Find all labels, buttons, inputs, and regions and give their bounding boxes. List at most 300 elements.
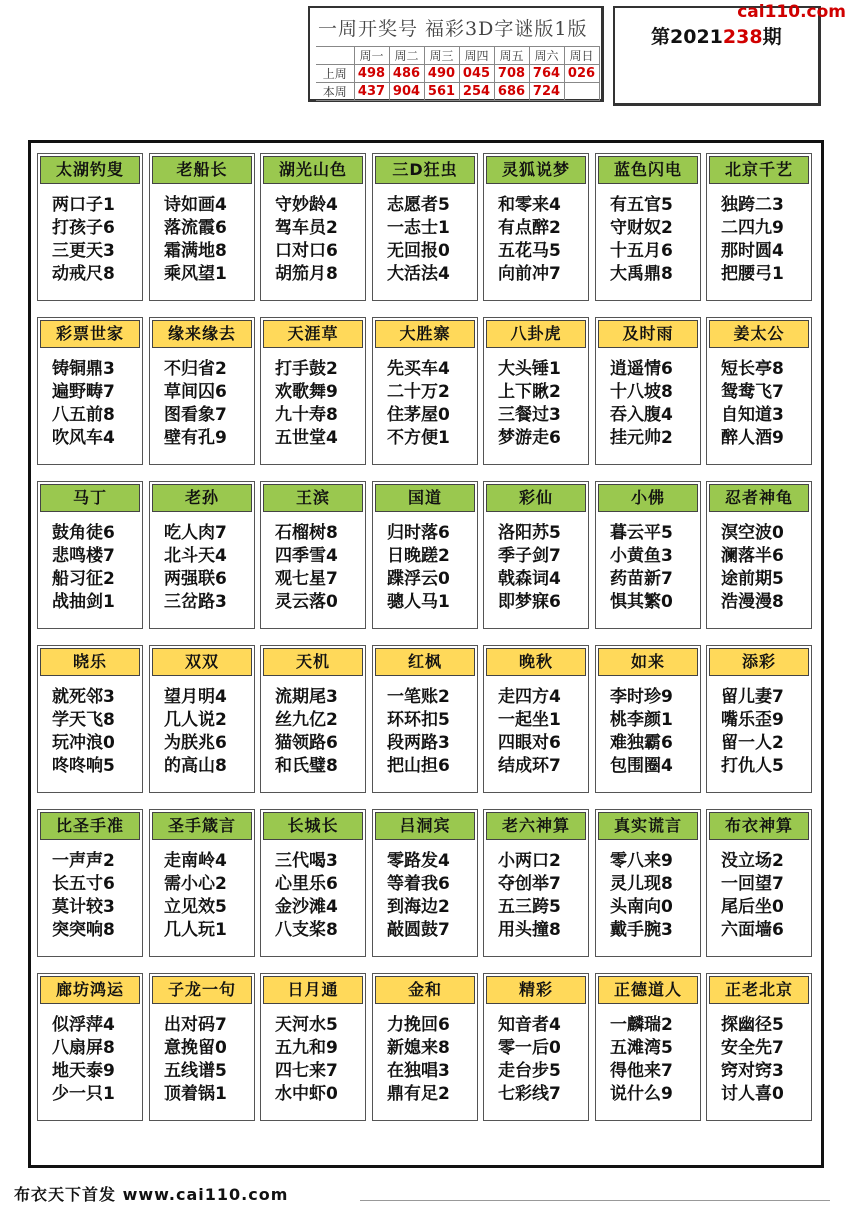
card-riddle-lines [498,850,561,942]
weekday-header: 周五 [494,47,529,65]
card-author-title: 蓝色闪电 [598,156,698,184]
riddle-line: 几人说2 [164,710,227,730]
riddle-line: 灵云落0 [275,592,338,612]
draw-number: 254 [459,83,494,101]
riddle-card [372,809,478,957]
card-riddle-lines [275,1014,338,1106]
riddle-line: 两口子1 [52,195,115,215]
riddle-line: 一麟瑞2 [610,1015,673,1035]
riddle-line: 吃人肉7 [164,523,227,543]
card-riddle-lines [610,850,673,942]
card-riddle-lines [498,358,561,450]
card-author-title: 国道 [375,484,475,512]
riddle-line: 落流霞6 [164,218,227,238]
weekday-header: 周二 [389,47,424,65]
riddle-line: 说什么9 [610,1084,673,1104]
riddle-card [706,481,812,629]
card-author-title: 太湖钓叟 [40,156,140,184]
card-riddle-lines [721,1014,784,1106]
riddle-card [483,645,589,793]
riddle-line: 为朕兆6 [164,733,227,753]
card-author-title: 布衣神算 [709,812,809,840]
riddle-line: 出对码7 [164,1015,227,1035]
riddle-line: 二四九9 [721,218,784,238]
weekday-header: 周一 [354,47,389,65]
riddle-line: 不归省2 [164,359,227,379]
riddle-line: 四七来7 [275,1061,338,1081]
card-author-title: 金和 [375,976,475,1004]
draw-number: 764 [529,65,564,83]
card-author-title: 精彩 [486,976,586,1004]
issue-highlight: 238 [722,26,763,48]
riddle-line: 猫领路6 [275,733,338,753]
riddle-line: 鼎有足2 [387,1084,450,1104]
card-author-title: 老船长 [152,156,252,184]
card-author-title: 老六神算 [486,812,586,840]
card-riddle-lines [610,194,673,286]
riddle-line: 力挽回6 [387,1015,450,1035]
riddle-line: 一笔账2 [387,687,450,707]
riddle-line: 有点醉2 [498,218,561,238]
riddle-line: 上下瞅2 [498,382,561,402]
card-author-title: 真实谎言 [598,812,698,840]
weekday-header: 周六 [529,47,564,65]
riddle-card [37,645,143,793]
riddle-card [37,809,143,957]
corner-cell [316,47,354,65]
riddle-line: 有五官5 [610,195,673,215]
riddle-line: 零路发4 [387,851,450,871]
card-author-title: 比圣手准 [40,812,140,840]
riddle-card [37,317,143,465]
riddle-line: 口对口6 [275,241,338,261]
card-riddle-lines [610,1014,673,1106]
weekday-header: 周三 [424,47,459,65]
draw-results-table [316,46,600,101]
card-riddle-lines [387,522,450,614]
riddle-line: 就死邻3 [52,687,115,707]
riddle-line: 意挽留0 [164,1038,227,1058]
card-riddle-lines [275,850,338,942]
riddle-card [260,973,366,1121]
this-week-row [316,83,599,101]
riddle-line: 咚咚响5 [52,756,115,776]
draw-number: 904 [389,83,424,101]
riddle-line: 梦游走6 [498,428,561,448]
card-riddle-lines [164,686,227,778]
riddle-line: 鼓角徒6 [52,523,115,543]
card-riddle-lines [52,522,115,614]
card-author-title: 正德道人 [598,976,698,1004]
draw-number: 486 [389,65,424,83]
card-author-title: 吕洞宾 [375,812,475,840]
riddle-line: 安全先7 [721,1038,784,1058]
card-author-title: 忍者神龟 [709,484,809,512]
riddle-line: 把山担6 [387,756,450,776]
riddle-line: 需小心2 [164,874,227,894]
riddle-line: 等着我6 [387,874,450,894]
riddle-card [149,973,255,1121]
riddle-line: 自知道3 [721,405,784,425]
riddle-line: 金沙滩4 [275,897,338,917]
riddle-line: 五线谱5 [164,1061,227,1081]
riddle-line: 日晚蹉2 [387,546,450,566]
riddle-line: 向前冲7 [498,264,561,284]
riddle-line: 无回报0 [387,241,450,261]
riddle-line: 天河水5 [275,1015,338,1035]
card-author-title: 双双 [152,648,252,676]
riddle-line: 顶着锅1 [164,1084,227,1104]
riddle-line: 二十万2 [387,382,450,402]
riddle-line: 心里乐6 [275,874,338,894]
riddle-line: 小两口2 [498,851,561,871]
riddle-line: 惧其繁0 [610,592,673,612]
card-riddle-lines [275,358,338,450]
riddle-frame [28,140,824,1168]
riddle-line: 在独唱3 [387,1061,450,1081]
card-author-title: 湖光山色 [263,156,363,184]
last-week-row [316,65,599,83]
riddle-line: 新媳来8 [387,1038,450,1058]
card-author-title: 王滨 [263,484,363,512]
card-riddle-lines [164,358,227,450]
card-riddle-lines [164,194,227,286]
riddle-line: 大禹鼎8 [610,264,673,284]
riddle-line: 霜满地8 [164,241,227,261]
riddle-line: 途前期5 [721,569,784,589]
riddle-line: 打仇人5 [721,756,784,776]
riddle-line: 五三跨5 [498,897,561,917]
riddle-line: 驾车员2 [275,218,338,238]
riddle-card [595,481,701,629]
card-author-title: 红枫 [375,648,475,676]
riddle-line: 没立场2 [721,851,784,871]
riddle-line: 尾后坐0 [721,897,784,917]
riddle-card [372,481,478,629]
riddle-line: 和零来4 [498,195,561,215]
riddle-card [595,317,701,465]
riddle-line: 打手鼓2 [275,359,338,379]
riddle-line: 鸳鸯飞7 [721,382,784,402]
riddle-card [595,153,701,301]
riddle-line: 走台步5 [498,1061,561,1081]
card-riddle-lines [387,850,450,942]
riddle-line: 壁有孔9 [164,428,227,448]
draw-number: 708 [494,65,529,83]
card-riddle-lines [164,1014,227,1106]
riddle-line: 挂元帅2 [610,428,673,448]
riddle-line: 八五前8 [52,405,115,425]
riddle-line: 两强联6 [164,569,227,589]
riddle-line: 水中虾0 [275,1084,338,1104]
riddle-line: 五花马5 [498,241,561,261]
riddle-line: 醉人酒9 [721,428,784,448]
riddle-line: 七彩线7 [498,1084,561,1104]
riddle-card [149,317,255,465]
card-riddle-lines [275,194,338,286]
riddle-card [149,645,255,793]
card-author-title: 正老北京 [709,976,809,1004]
riddle-line: 图看象7 [164,405,227,425]
riddle-line: 把腰弓1 [721,264,784,284]
card-riddle-lines [610,686,673,778]
card-riddle-lines [52,850,115,942]
draw-number: 686 [494,83,529,101]
footer-divider [360,1200,830,1201]
card-riddle-lines [498,194,561,286]
riddle-line: 乘风望1 [164,264,227,284]
riddle-card [149,153,255,301]
riddle-line: 灵儿现8 [610,874,673,894]
riddle-line: 少一只1 [52,1084,115,1104]
riddle-line: 不方便1 [387,428,450,448]
riddle-line: 夺创举7 [498,874,561,894]
draw-number: 437 [354,83,389,101]
riddle-line: 结成环7 [498,756,561,776]
card-riddle-lines [164,850,227,942]
riddle-line: 吹风车4 [52,428,115,448]
riddle-line: 独跨二3 [721,195,784,215]
blank-footer-area [37,1121,817,1161]
issue-suffix: 期 [762,26,782,48]
riddle-card [706,153,812,301]
riddle-line: 志愿者5 [387,195,450,215]
card-riddle-lines [164,522,227,614]
riddle-line: 洛阳苏5 [498,523,561,543]
riddle-line: 敲圆鼓7 [387,920,450,940]
riddle-line: 段两路3 [387,733,450,753]
riddle-card [483,973,589,1121]
riddle-line: 立见效5 [164,897,227,917]
footer-credit: 布衣天下首发 www.cai110.com [14,1185,289,1204]
card-author-title: 缘来缘去 [152,320,252,348]
riddle-line: 留儿妻7 [721,687,784,707]
card-riddle-lines [498,1014,561,1106]
riddle-card [595,809,701,957]
card-author-title: 天涯草 [263,320,363,348]
riddle-card [372,153,478,301]
card-riddle-lines [721,522,784,614]
card-author-title: 及时雨 [598,320,698,348]
riddle-line: 五滩湾5 [610,1038,673,1058]
riddle-line: 铸铜鼎3 [52,359,115,379]
riddle-line: 桃李颜1 [610,710,673,730]
riddle-card [483,481,589,629]
card-riddle-lines [498,522,561,614]
draw-number [564,83,599,101]
riddle-line: 逍遥情6 [610,359,673,379]
riddle-card [483,317,589,465]
riddle-line: 走四方4 [498,687,561,707]
draw-number: 490 [424,65,459,83]
riddle-line: 一回望7 [721,874,784,894]
riddle-line: 诗如画4 [164,195,227,215]
riddle-line: 留一人2 [721,733,784,753]
riddle-line: 草间囚6 [164,382,227,402]
card-author-title: 灵狐说梦 [486,156,586,184]
riddle-card [706,973,812,1121]
card-riddle-lines [52,358,115,450]
riddle-line: 零八来9 [610,851,673,871]
riddle-line: 望月明4 [164,687,227,707]
riddle-line: 一起坐1 [498,710,561,730]
riddle-card [483,153,589,301]
riddle-line: 流期尾3 [275,687,338,707]
riddle-line: 包围圈4 [610,756,673,776]
riddle-line: 戟森词4 [498,569,561,589]
riddle-line: 似浮萍4 [52,1015,115,1035]
card-author-title: 子龙一句 [152,976,252,1004]
riddle-line: 头南向0 [610,897,673,917]
riddle-line: 知音者4 [498,1015,561,1035]
riddle-line: 季子剑7 [498,546,561,566]
riddle-line: 药苗新7 [610,569,673,589]
issue-prefix: 第2021 [651,26,723,48]
card-author-title: 姜太公 [709,320,809,348]
riddle-line: 三代喝3 [275,851,338,871]
draw-number: 045 [459,65,494,83]
riddle-line: 丝九亿2 [275,710,338,730]
site-watermark: cai110.com [737,2,846,22]
card-riddle-lines [721,686,784,778]
card-author-title: 老孙 [152,484,252,512]
riddle-line: 零一后0 [498,1038,561,1058]
draw-number: 724 [529,83,564,101]
riddle-line: 三岔路3 [164,592,227,612]
riddle-line: 胡笳月8 [275,264,338,284]
riddle-line: 骢人马1 [387,592,450,612]
riddle-card [483,809,589,957]
card-riddle-lines [52,1014,115,1106]
panel-title: 一周开奖号 福彩3D字谜版1版 [318,18,588,40]
issue-number [651,22,782,49]
riddle-line: 得他来7 [610,1061,673,1081]
riddle-line: 几人玩1 [164,920,227,940]
riddle-line: 用头撞8 [498,920,561,940]
this-week-label: 本周 [316,83,354,101]
riddle-line: 打孩子6 [52,218,115,238]
riddle-line: 戴手腕3 [610,920,673,940]
riddle-line: 走南岭4 [164,851,227,871]
card-riddle-lines [52,194,115,286]
card-author-title: 如来 [598,648,698,676]
riddle-line: 十八坡8 [610,382,673,402]
riddle-line: 八扇屏8 [52,1038,115,1058]
riddle-card [372,645,478,793]
riddle-line: 蹀浮云0 [387,569,450,589]
riddle-line: 四眼对6 [498,733,561,753]
riddle-line: 先买车4 [387,359,450,379]
card-riddle-lines [498,686,561,778]
draw-number: 498 [354,65,389,83]
riddle-line: 窍对窍3 [721,1061,784,1081]
card-author-title: 天机 [263,648,363,676]
riddle-card [372,973,478,1121]
riddle-card [706,645,812,793]
card-author-title: 八卦虎 [486,320,586,348]
riddle-line: 大头锤1 [498,359,561,379]
riddle-line: 和氏璧8 [275,756,338,776]
riddle-line: 李时珍9 [610,687,673,707]
riddle-card [260,153,366,301]
card-author-title: 彩票世家 [40,320,140,348]
riddle-card [260,317,366,465]
riddle-line: 溟空波0 [721,523,784,543]
riddle-line: 战抽剑1 [52,592,115,612]
riddle-line: 玩冲浪0 [52,733,115,753]
riddle-card [149,481,255,629]
riddle-line: 长五寸6 [52,874,115,894]
draw-number: 026 [564,65,599,83]
riddle-line: 一志士1 [387,218,450,238]
riddle-line: 守财奴2 [610,218,673,238]
riddle-line: 澜落半6 [721,546,784,566]
card-author-title: 三D狂虫 [375,156,475,184]
riddle-line: 一声声2 [52,851,115,871]
card-riddle-lines [387,358,450,450]
riddle-card [595,645,701,793]
riddle-line: 九十寿8 [275,405,338,425]
weekly-draw-panel [308,6,604,102]
riddle-line: 三餐过3 [498,405,561,425]
riddle-card [260,645,366,793]
riddle-line: 学天飞8 [52,710,115,730]
riddle-line: 吞入腹4 [610,405,673,425]
riddle-line: 遍野畴7 [52,382,115,402]
riddle-line: 五九和9 [275,1038,338,1058]
card-author-title: 长城长 [263,812,363,840]
riddle-line: 小黄鱼3 [610,546,673,566]
card-author-title: 日月通 [263,976,363,1004]
riddle-card [149,809,255,957]
card-riddle-lines [275,686,338,778]
riddle-line: 的高山8 [164,756,227,776]
card-author-title: 马丁 [40,484,140,512]
riddle-line: 大活法4 [387,264,450,284]
riddle-card [260,481,366,629]
riddle-line: 住茅屋0 [387,405,450,425]
riddle-line: 十五月6 [610,241,673,261]
card-author-title: 晓乐 [40,648,140,676]
riddle-line: 地天泰9 [52,1061,115,1081]
riddle-card [595,973,701,1121]
riddle-line: 即梦寐6 [498,592,561,612]
riddle-line: 突突响8 [52,920,115,940]
riddle-line: 嘴乐歪9 [721,710,784,730]
card-author-title: 廊坊鸿运 [40,976,140,1004]
riddle-line: 环环扣5 [387,710,450,730]
riddle-line: 五世堂4 [275,428,338,448]
riddle-card [706,809,812,957]
card-riddle-lines [387,1014,450,1106]
card-author-title: 大胜寨 [375,320,475,348]
weekday-header: 周四 [459,47,494,65]
riddle-line: 悲鸣楼7 [52,546,115,566]
card-riddle-lines [52,686,115,778]
riddle-line: 石榴树8 [275,523,338,543]
card-riddle-lines [721,850,784,942]
riddle-line: 到海边2 [387,897,450,917]
card-author-title: 小佛 [598,484,698,512]
last-week-label: 上周 [316,65,354,83]
riddle-line: 欢歌舞9 [275,382,338,402]
card-author-title: 北京千艺 [709,156,809,184]
draw-number: 561 [424,83,459,101]
riddle-line: 难独霸6 [610,733,673,753]
riddle-line: 归时落6 [387,523,450,543]
card-riddle-lines [721,358,784,450]
riddle-card [37,973,143,1121]
